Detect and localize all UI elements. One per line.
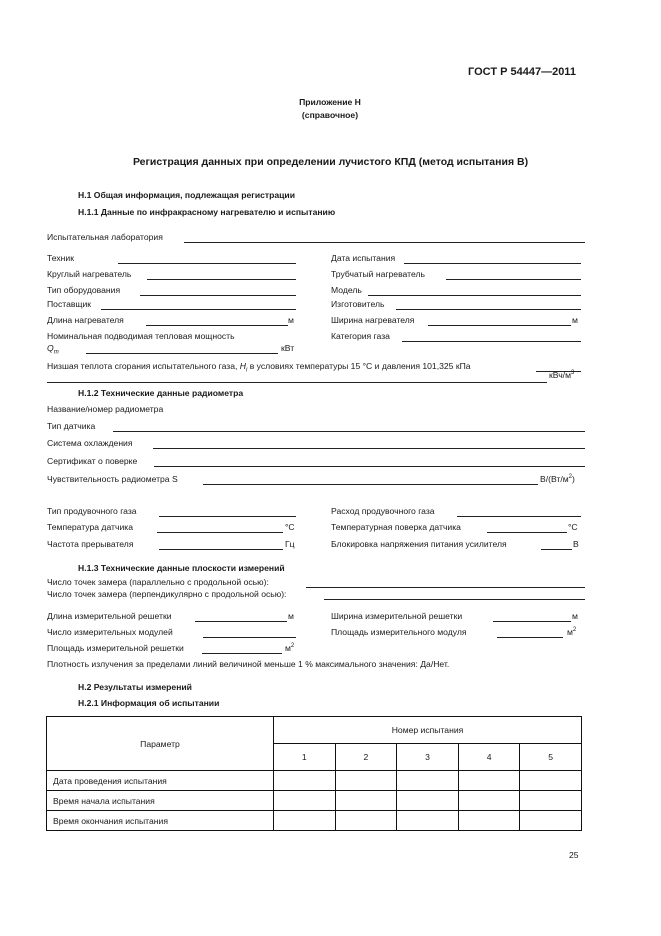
nominal-power-label: Номинальная подводимая тепловая мощность — [47, 331, 235, 341]
amp-lock-unit: В — [573, 539, 579, 549]
density-statement: Плотность излучения за пределами линий величиной меньше 1 % максимального значения: Да/Нет. — [47, 659, 450, 669]
page-number: 25 — [569, 850, 579, 860]
calorific-unit: кВч/$м^3$ — [549, 370, 575, 380]
cell[interactable] — [458, 771, 520, 791]
module-area-label: Площадь измерительного модуля — [331, 627, 467, 637]
modules-count-label: Число измерительных модулей — [47, 627, 173, 637]
module-area-field[interactable] — [497, 637, 563, 638]
technician-label: Техник — [47, 253, 74, 263]
cell[interactable] — [520, 811, 582, 831]
points-perp-label: Число точек замера (перпендикулярно с продольной осью): — [47, 589, 287, 599]
cell[interactable] — [335, 811, 397, 831]
points-perp-field[interactable] — [324, 599, 585, 600]
section-h2-1-heading: Н.2.1 Информация об испытании — [78, 698, 220, 708]
cell[interactable] — [458, 811, 520, 831]
grid-area-unit: $м^2$ — [285, 643, 295, 653]
grid-area-field[interactable] — [202, 653, 282, 654]
grid-width-unit: м — [572, 611, 578, 621]
col-header-4: 4 — [458, 744, 520, 771]
sensitivity-label: Чувствительность радиометра S — [47, 474, 178, 484]
sensitivity-unit: $В/(Вт/м^2)$ — [540, 474, 575, 484]
cell[interactable] — [335, 771, 397, 791]
calorific-field-2[interactable] — [47, 382, 547, 383]
gas-category-label: Категория газа — [331, 331, 390, 341]
module-area-unit: $м^2$ — [567, 627, 577, 637]
cell[interactable] — [397, 811, 459, 831]
nominal-power-unit: кВт — [281, 343, 295, 353]
calibration-cert-label: Сертификат о поверке — [47, 456, 138, 466]
cell[interactable] — [397, 791, 459, 811]
sensor-type-field[interactable] — [113, 431, 585, 432]
col-header-5: 5 — [520, 744, 582, 771]
col-header-3: 3 — [397, 744, 459, 771]
heater-width-field[interactable] — [428, 325, 571, 326]
table-row — [47, 811, 582, 831]
amp-lock-label: Блокировка напряжения питания усилителя — [331, 539, 507, 549]
purge-gas-field[interactable] — [159, 516, 296, 517]
chop-freq-field[interactable] — [159, 549, 283, 550]
appendix-title: Приложение Н — [299, 97, 361, 107]
equipment-type-field[interactable] — [140, 295, 296, 296]
tube-heater-label: Трубчатый нагреватель — [331, 269, 425, 279]
points-parallel-label: Число точек замера (параллельно с продольной осью): — [47, 577, 269, 587]
gas-category-field[interactable] — [402, 341, 581, 342]
param-header: Параметр — [47, 717, 274, 771]
test-info-table — [46, 716, 582, 831]
section-h1-heading: Н.1 Общая информация, подлежащая регистрации — [78, 190, 296, 200]
power-symbol: $Q_m$ — [47, 343, 59, 356]
col-header-2: 2 — [335, 744, 397, 771]
round-heater-label: Круглый нагреватель — [47, 269, 132, 279]
model-field[interactable] — [368, 295, 581, 296]
manufacturer-field[interactable] — [396, 309, 581, 310]
calorific-label: Низшая теплота сгорания испытательного газа, $H_i$ в условиях температуры 15 °С и давления 101,325 кПа — [47, 361, 471, 374]
chop-freq-label: Частота прерывателя — [47, 539, 134, 549]
technician-field[interactable] — [118, 263, 296, 264]
appendix-note: (справочное) — [301, 110, 359, 120]
sensor-type-label: Тип датчика — [47, 421, 96, 431]
cell[interactable] — [274, 791, 336, 811]
purge-flow-field[interactable] — [457, 516, 581, 517]
cell[interactable] — [335, 791, 397, 811]
row-label: Дата проведения испытания — [47, 771, 274, 791]
nominal-power-field[interactable] — [86, 353, 278, 354]
supplier-field[interactable] — [101, 309, 296, 310]
heater-width-label: Ширина нагревателя — [331, 315, 415, 325]
equipment-type-label: Тип оборудования — [47, 285, 121, 295]
section-h1-2-heading: Н.1.2 Технические данные радиометра — [78, 388, 244, 398]
grid-length-label: Длина измерительной решетки — [47, 611, 172, 621]
tube-heater-field[interactable] — [446, 279, 581, 280]
supplier-label: Поставщик — [47, 299, 92, 309]
heater-length-field[interactable] — [146, 325, 288, 326]
heater-length-label: Длина нагревателя — [47, 315, 124, 325]
cooling-field[interactable] — [153, 448, 585, 449]
sensitivity-field[interactable] — [203, 484, 538, 485]
col-header-1: 1 — [274, 744, 336, 771]
section-h1-1-heading: Н.1.1 Данные по инфракрасному нагревателю и испытанию — [78, 207, 336, 217]
section-h2-heading: Н.2 Результаты измерений — [78, 682, 192, 692]
grid-length-unit: м — [288, 611, 294, 621]
manufacturer-label: Изготовитель — [331, 299, 385, 309]
cell[interactable] — [520, 791, 582, 811]
radiometer-name-label: Название/номер радиометра — [47, 404, 164, 414]
grid-width-label: Ширина измерительной решетки — [331, 611, 463, 621]
modules-count-field[interactable] — [203, 637, 296, 638]
heater-length-unit: м — [288, 315, 294, 325]
cooling-label: Система охлаждения — [47, 438, 133, 448]
temp-calib-field[interactable] — [487, 532, 567, 533]
test-date-label: Дата испытания — [331, 253, 396, 263]
heater-width-unit: м — [572, 315, 578, 325]
cell[interactable] — [458, 791, 520, 811]
cell[interactable] — [397, 771, 459, 791]
model-label: Модель — [331, 285, 362, 295]
grid-width-field[interactable] — [493, 621, 571, 622]
standard-number: ГОСТ Р 54447—2011 — [468, 66, 576, 78]
points-parallel-field[interactable] — [306, 587, 585, 588]
test-date-field[interactable] — [404, 263, 581, 264]
sensor-temp-field[interactable] — [157, 532, 283, 533]
lab-label: Испытательная лаборатория — [47, 232, 163, 242]
cell[interactable] — [274, 811, 336, 831]
cell[interactable] — [520, 771, 582, 791]
purge-flow-label: Расход продувочного газа — [331, 506, 435, 516]
chop-freq-unit: Гц — [285, 539, 295, 549]
purge-gas-label: Тип продувочного газа — [47, 506, 137, 516]
calibration-cert-field[interactable] — [154, 466, 585, 467]
temp-calib-label: Температурная поверка датчика — [331, 522, 461, 532]
document-title: Регистрация данных при определении лучистого КПД (метод испытания В) — [132, 156, 529, 168]
round-heater-field[interactable] — [147, 279, 296, 280]
grid-length-field[interactable] — [195, 621, 287, 622]
amp-lock-field[interactable] — [541, 549, 572, 550]
lab-field[interactable] — [184, 242, 585, 243]
cell[interactable] — [274, 771, 336, 791]
table-row — [47, 771, 582, 791]
grid-area-label: Площадь измерительной решетки — [47, 643, 184, 653]
sensor-temp-unit: °С — [285, 522, 295, 532]
row-label: Время начала испытания — [47, 791, 274, 811]
table-row — [47, 791, 582, 811]
sensor-temp-label: Температура датчика — [47, 522, 133, 532]
test-number-header: Номер испытания — [274, 717, 582, 744]
temp-calib-unit: °С — [568, 522, 578, 532]
row-label: Время окончания испытания — [47, 811, 274, 831]
section-h1-3-heading: Н.1.3 Технические данные плоскости измерений — [78, 563, 285, 573]
